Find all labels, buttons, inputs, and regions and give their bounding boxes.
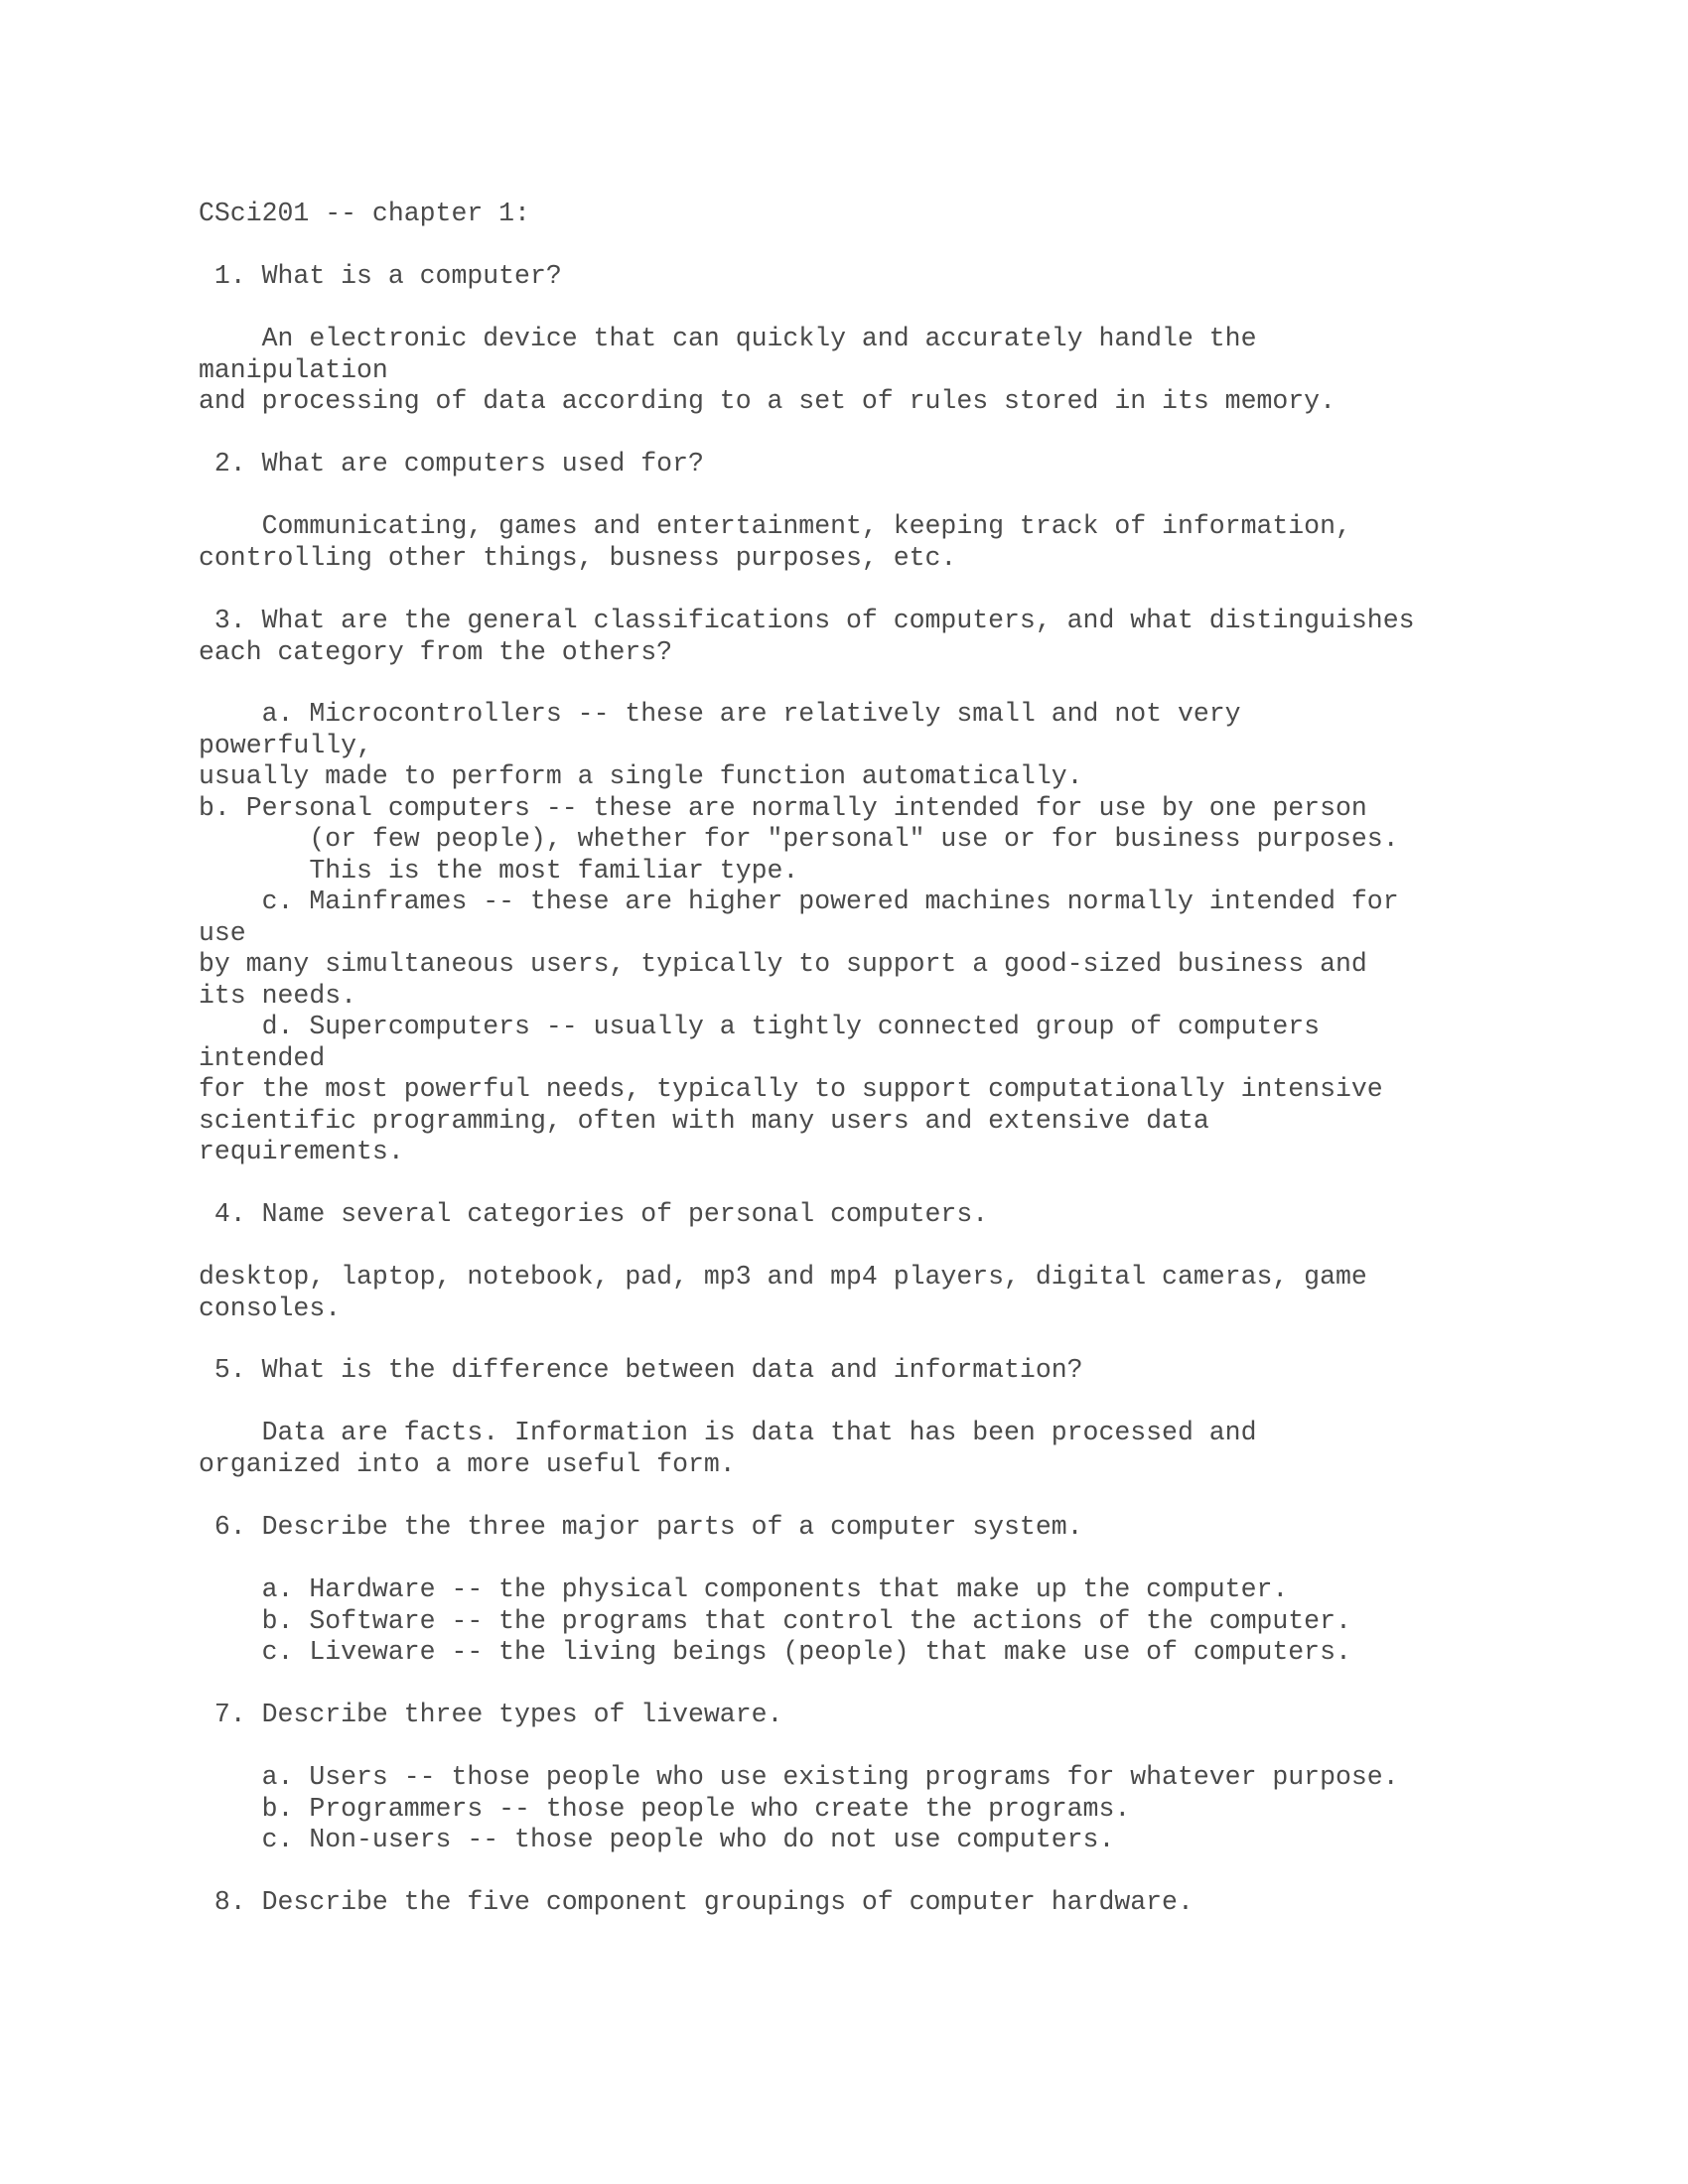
question-7: 7. Describe three types of liveware. <box>199 1700 783 1729</box>
answer-3-line-9: by many simultaneous users, typically to support a good-sized business and <box>199 949 1367 979</box>
answer-4-line-2: consoles. <box>199 1293 342 1323</box>
answer-7-line-3: c. Non-users -- those people who do not use computers. <box>199 1825 1115 1854</box>
answer-6-line-2: b. Software -- the programs that control the actions of the computer. <box>199 1605 1351 1636</box>
answer-3-line-6: This is the most familiar type. <box>199 855 799 886</box>
answer-2-line-1: Communicating, games and entertainment, keeping track of information, <box>199 511 1351 541</box>
answer-3-line-12: intended <box>199 1042 326 1073</box>
answer-3-line-8: use <box>199 917 246 948</box>
answer-1-line-3: and processing of data according to a set of rules stored in its memory. <box>199 386 1336 416</box>
answer-6-line-3: c. Liveware -- the living beings (people) that make use of computers. <box>199 1637 1351 1667</box>
answer-3-line-4: b. Personal computers -- these are normally intended for use by one person <box>199 792 1367 823</box>
answer-3-line-2: powerfully, <box>199 730 372 760</box>
answer-3-line-3: usually made to perform a single function automatically. <box>199 761 1083 791</box>
answer-3-line-5: (or few people), whether for "personal" use or for business purposes. <box>199 824 1399 854</box>
answer-3-line-1: a. Microcontrollers -- these are relatively small and not very <box>199 699 1241 729</box>
answer-3-line-15: requirements. <box>199 1137 404 1166</box>
document-title: CSci201 -- chapter 1: <box>199 199 530 228</box>
question-8: 8. Describe the five component groupings of computer hardware. <box>199 1887 1194 1917</box>
answer-1-line-1: An electronic device that can quickly and accurately handle the <box>199 324 1257 353</box>
question-2: 2. What are computers used for? <box>199 449 704 478</box>
question-5: 5. What is the difference between data and information? <box>199 1355 1083 1385</box>
answer-5-line-2: organized into a more useful form. <box>199 1448 736 1479</box>
question-3-line-1: 3. What are the general classifications of computers, and what distinguishes <box>199 606 1415 635</box>
question-1: 1. What is a computer? <box>199 261 562 291</box>
question-6: 6. Describe the three major parts of a computer system. <box>199 1512 1083 1542</box>
answer-2-line-2: controlling other things, busness purposes, etc. <box>199 542 957 573</box>
answer-3-line-11: d. Supercomputers -- usually a tightly connected group of computers <box>199 1012 1321 1041</box>
question-4: 4. Name several categories of personal computers. <box>199 1199 989 1229</box>
answer-4-line-1: desktop, laptop, notebook, pad, mp3 and mp4 players, digital cameras, game <box>199 1262 1367 1292</box>
answer-3-line-7: c. Mainframes -- these are higher powered machines normally intended for <box>199 887 1399 916</box>
answer-7-line-1: a. Users -- those people who use existing programs for whatever purpose. <box>199 1762 1399 1792</box>
answer-1-line-2: manipulation <box>199 354 388 385</box>
answer-6-line-1: a. Hardware -- the physical components that make up the computer. <box>199 1574 1289 1604</box>
question-3-line-2: each category from the others? <box>199 636 673 667</box>
answer-7-line-2: b. Programmers -- those people who create the programs. <box>199 1793 1131 1824</box>
answer-3-line-13: for the most powerful needs, typically to support computationally intensive <box>199 1074 1383 1104</box>
answer-5-line-1: Data are facts. Information is data that has been processed and <box>199 1418 1257 1447</box>
answer-3-line-14: scientific programming, often with many users and extensive data <box>199 1105 1209 1136</box>
answer-3-line-10: its needs. <box>199 980 357 1011</box>
